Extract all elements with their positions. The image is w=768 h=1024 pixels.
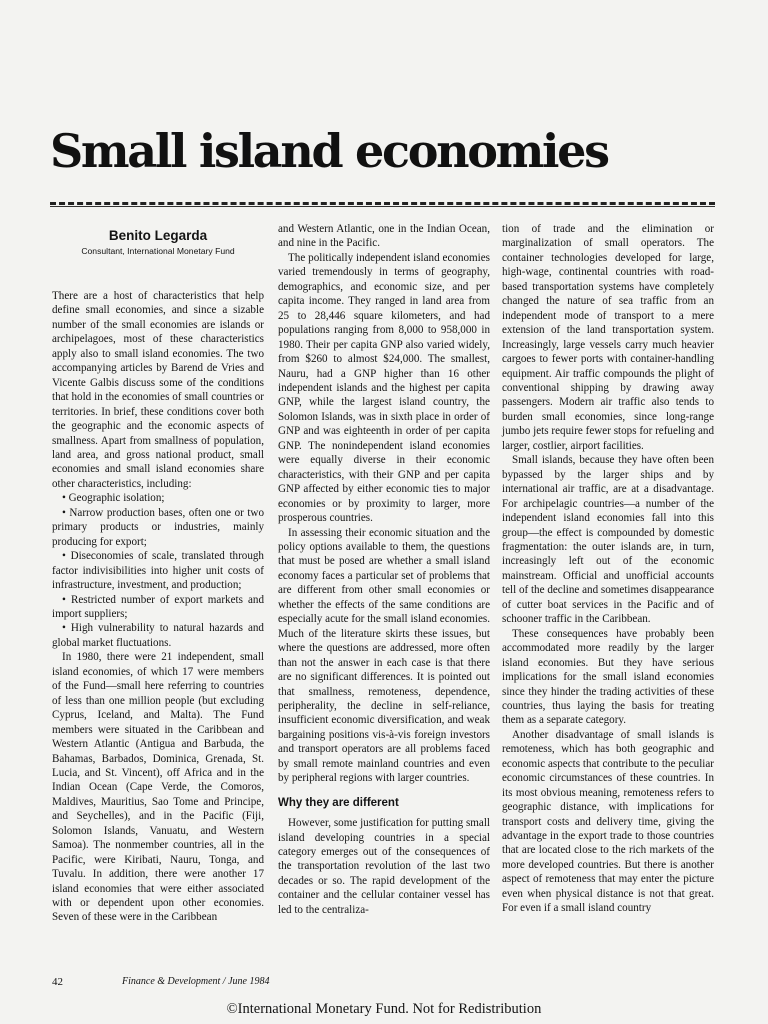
journal-citation: Finance & Development / June 1984 (122, 976, 270, 987)
bullet-item (52, 506, 264, 549)
author-name: Benito Legarda (108, 228, 208, 243)
paragraph: In assessing their economic situation and the policy options available to them, the questions that must be posed are whether a small island economy faces a particular set of problems that are different from other small economies or whether the effects of the same conditions are especially acute for the small island economies. Much of the literature skirts these issues, but where the questions are addressed, more often than not the answer in each case is that there are no significant differences. It is pointed out that smallness, remoteness, dependence, peripherality, the decline in self-reliance, insufficient economic diversification, and weak bargaining positions vis-à-vis foreign investors and transport operators are all problems faced by small remote mainland countries and even by peripheral regions with larger countries. (278, 526, 490, 785)
bullet-item (52, 621, 264, 650)
bullet-text: Restricted number of export markets and import suppliers; (52, 593, 264, 620)
paragraph: These consequences have probably been accommodated more readily by the larger island economies. But they have serious implications for the small island economies since they hinder the trading activities of these countries, thus laying the basis for treating them as a separate category. (502, 627, 714, 727)
paragraph: However, some justification for putting small island developing countries in a special category emerges out of the consequences of the transportation revolution of the last two decades or so. The rapid development of the container and the cellular container vessel has led to the centraliza- (278, 817, 490, 916)
byline (52, 227, 264, 257)
paragraph: The politically independent island economies varied tremendously in terms of geography, demographics, and economic size, and per capita income. They ranged in land area from 25 to 28,446 square kilometers, and had populations ranging from 8,000 to 958,000 in 1980. Their per capita GNP also varied widely, from $260 to almost $24,000. The smallest, Nauru, had a GNP higher than 16 other independent islands and the highest per capita GNP, while the largest island country, the Solomon Islands, was in sixth place in order of GNP and was eighteenth in order of per capita GNP. The nonindependent island economies were equally diverse in their economic characteristics, with their GNP and per capita GNP affected by either economic ties to major economies or by proximity to larger, more prosperous countries. (278, 251, 490, 525)
author-affiliation: Consultant, International Monetary Fund (81, 246, 235, 256)
page-number: 42 (52, 976, 63, 988)
bullet-icon: • (62, 492, 66, 505)
article-title: Small island economies (50, 124, 608, 178)
paragraph: tion of trade and the elimination or marginalization of small operators. The container technologies developed for large, high-wage, continental countries with road-based transportation systems have completely changed the nature of sea traffic from an independent mode of transport to a mere extension of the land transportation system. Increasingly, large vessels carry much heavier cargoes to fewer ports with container-handling equipment. Air traffic compounds the plight of conventional shipping by drawing away passengers. Modern air traffic also tends to burden small economies, since long-range jumbo jets require fewer stops for refueling and larger, costlier, airport facilities. (502, 223, 714, 452)
bullet-icon: • (62, 622, 66, 635)
bullet-text: High vulnerability to natural hazards and global market fluctuations. (52, 622, 264, 649)
title-divider-line (50, 206, 715, 207)
text-column-3 (502, 222, 714, 916)
text-column-1 (52, 222, 264, 925)
title-divider-dashed (50, 202, 715, 205)
bullet-text: Geographic isolation; (68, 492, 165, 505)
bullet-item (52, 549, 264, 592)
copyright-notice: ©International Monetary Fund. Not for Redistribution (226, 1001, 542, 1017)
section-heading: Why they are different (278, 796, 399, 809)
paragraph: Small islands, because they have often been bypassed by the larger ships and by international air traffic, are at a disadvantage. For archipelagic countries—a number of the independent island economies fall into this group—the effect is compounded by domestic fragmentation: the outer islands are, in turn, increasingly left out of the economic mainstream. Official and unofficial accounts tell of the decline and sometimes disappearance of cutter boat services in the Pacific and of schooner traffic in the Caribbean. (502, 454, 714, 626)
bullet-icon: • (62, 506, 66, 519)
bullet-item (52, 491, 264, 505)
paragraph: Another disadvantage of small islands is remoteness, which has both geographic and economic aspects that contribute to the peculiar economic circumstances of these countries. In its most obvious meaning, remoteness refers to geographic distance, with implications for transport costs and delivery time, giving the advantage in the export trade to those countries that are located close to the rich markets of the more developed countries. But there is another aspect of remoteness that may enter the picture even when physical distance is not that great. For even if a small island country (502, 728, 714, 915)
bullet-icon: • (62, 550, 66, 563)
paragraph: In 1980, there were 21 independent, small island economies, of which 17 were members of the Fund—small here referring to countries of less than one million people (but excluding Cyprus, Iceland, and Malta). The Fund members were situated in the Caribbean and Western Atlantic (Antigua and Barbuda, the Bahamas, Barbados, Dominica, Grenada, St. Lucia, and St. Vincent), off Africa and in the Indian Ocean (Cape Verde, the Comoros, Maldives, Mauritius, Sao Tome and Principe, and Seychelles), and in the Pacific (Fiji, Solomon Islands, Vanuatu, and Western Samoa). The nonmember countries, all in the Pacific, were Kiribati, Nauru, Tonga, and Tuvalu. In addition, there were another 17 island economies that were either associated with or dependent upon other economies. Seven of these were in the Caribbean (52, 651, 264, 924)
bullet-text: Narrow production bases, often one or two primary products or industries, mainly producing for export; (52, 506, 264, 548)
bullet-icon: • (62, 593, 66, 606)
paragraph: There are a host of characteristics that help define small economies, and since a sizable number of the small economies are islands or archipelagoes, most of these characteristics apply also to small island economies. The two accompanying articles by Barend de Vries and Vicente Galbis discuss some of the conditions that hold in the economies of small countries or territories. In brief, these conditions cover both the geographic and the economic aspects of smallness. Apart from smallness of population, land area, and gross national product, small economies and small island economies share other characteristics, including: (52, 290, 264, 490)
text-column-2 (278, 222, 490, 917)
bullet-text: Diseconomies of scale, translated through factor indivisibilities into higher unit costs of infrastructure, investment, and production; (52, 550, 264, 592)
paragraph: and Western Atlantic, one in the Indian Ocean, and nine in the Pacific. (278, 223, 490, 250)
bullet-item (52, 593, 264, 622)
